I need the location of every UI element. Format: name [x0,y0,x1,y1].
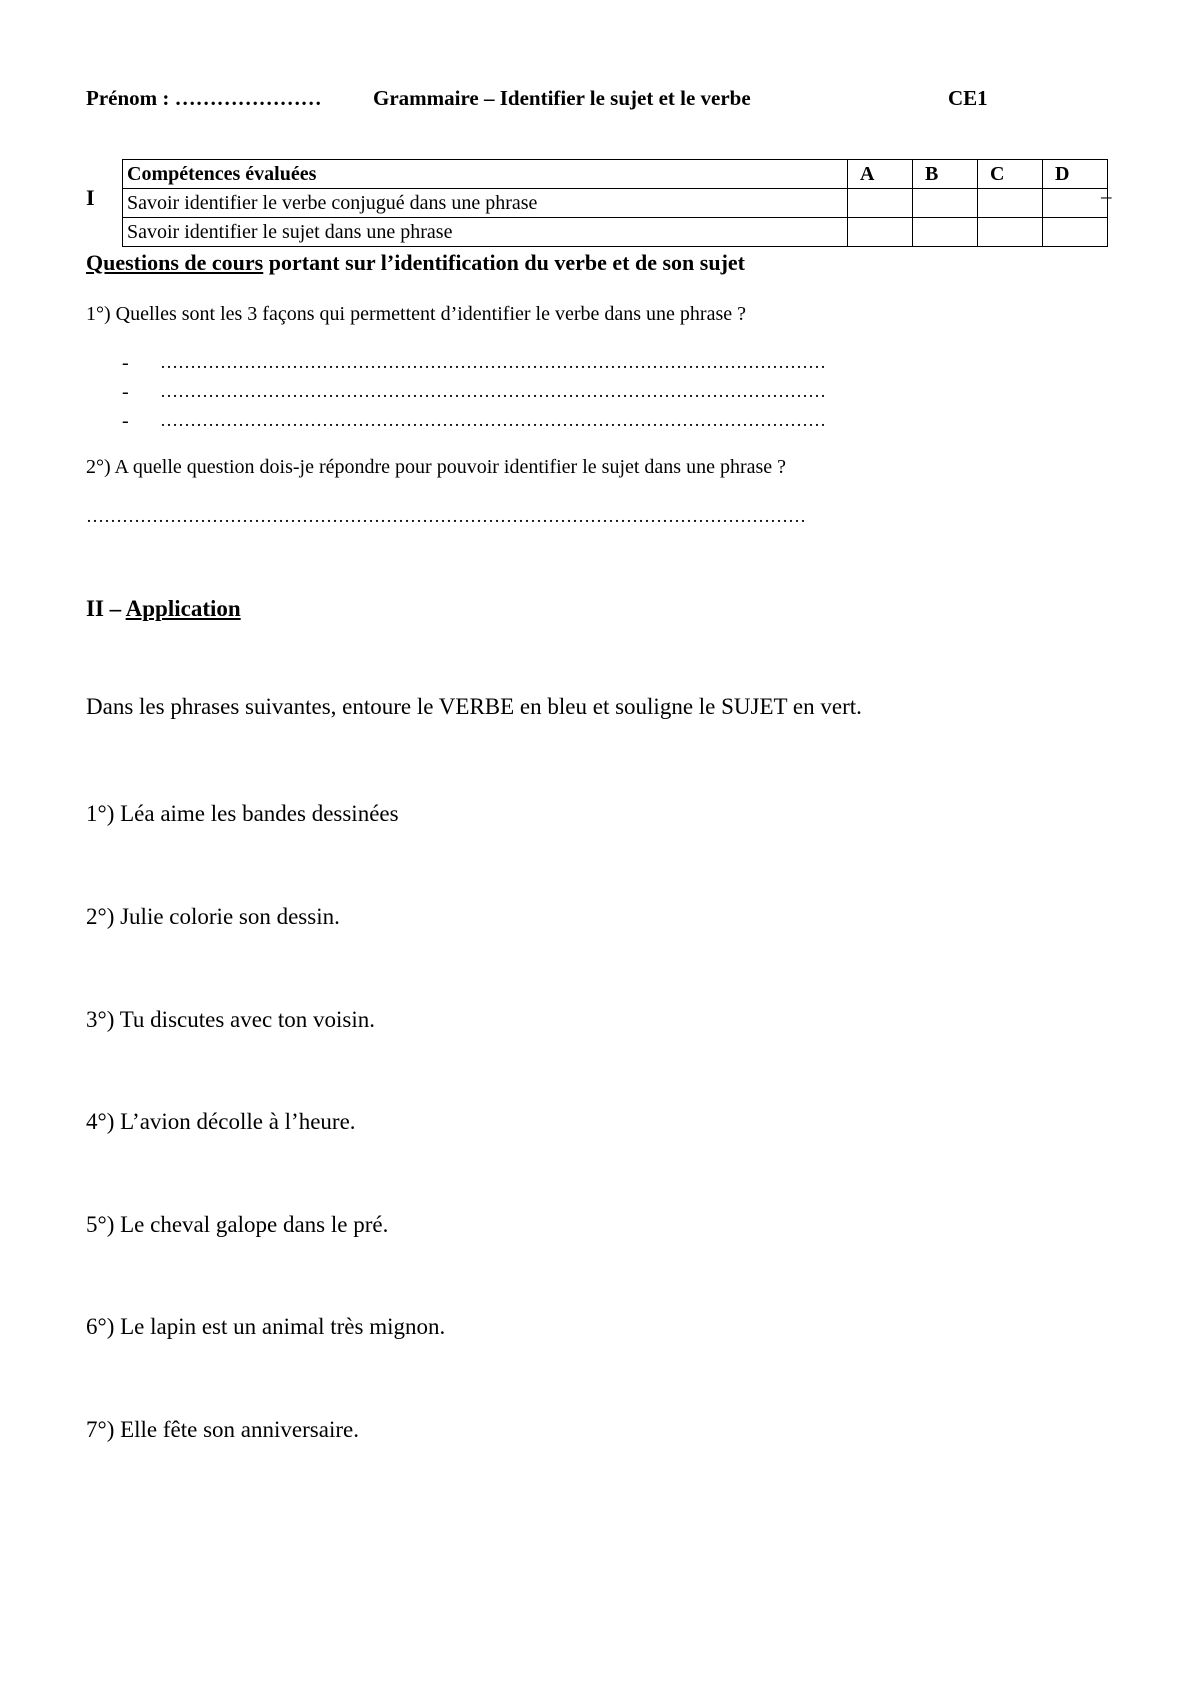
table-header-row [123,160,1108,189]
question-1: 1°) Quelles sont les 3 façons qui permettent d’identifier le verbe dans une phrase ? [86,303,746,325]
section-two-title [86,596,241,622]
grade-box-a [848,218,913,247]
question-2: 2°) A quelle question dois-je répondre pour pouvoir identifier le sujet dans une phrase ? [86,456,787,478]
grade-box-a [848,189,913,218]
section-one-title [86,250,745,276]
exercise-instruction: Dans les phrases suivantes, entoure le VERBE en bleu et souligne le SUJET en vert. [86,694,862,719]
grade-box-b [913,218,978,247]
section-one-title-rest: portant sur l’identification du verbe et de son sujet [263,250,746,275]
exercise-sentence: 5°) Le cheval galope dans le pré. [86,1212,389,1237]
answer-line: ………………………………………………………………………………………………… [160,352,826,372]
table-cell: Savoir identifier le verbe conjugué dans une phrase [123,189,848,218]
table-row [123,189,1108,218]
grade-box-b [913,189,978,218]
grade-box-d [1043,218,1108,247]
table-cell: Savoir identifier le sujet dans une phrase [123,218,848,247]
exercise-sentence: 4°) L’avion décolle à l’heure. [86,1109,356,1134]
section-two-prefix: II – [86,596,126,621]
table-header-cell: C [978,160,1043,189]
page-title: Grammaire – Identifier le sujet et le verbe [373,86,751,110]
exercise-sentence: 1°) Léa aime les bandes dessinées [86,801,399,826]
bullet-dash: - [122,352,129,374]
answer-line: ………………………………………………………………………………………………… [160,381,826,401]
exercise-sentence: 7°) Elle fête son anniversaire. [86,1417,359,1442]
margin-dash: – [1101,184,1112,208]
exercise-sentence: 3°) Tu discutes avec ton voisin. [86,1007,376,1032]
table-header-cell: D [1043,160,1108,189]
table-header-cell: Compétences évaluées [123,160,848,189]
table-row [123,218,1108,247]
class-level: CE1 [948,86,988,110]
section-one-numeral: I [86,185,95,210]
exercise-sentence: 2°) Julie colorie son dessin. [86,904,340,929]
answer-line: ………………………………………………………………………………………………… [160,410,826,430]
grade-box-c [978,189,1043,218]
table-header-cell: B [913,160,978,189]
name-field-label: Prénom : ………………… [86,86,322,110]
bullet-dash: - [122,410,129,432]
table-header-cell: A [848,160,913,189]
answer-line: ………………………………………………………………………………………………………… [86,506,806,526]
section-two-title-underlined: Application [125,596,241,621]
competences-table [122,159,1108,247]
grade-box-c [978,218,1043,247]
bullet-dash: - [122,381,129,403]
section-one-title-underlined: Questions de cours [86,250,264,275]
grade-box-d [1043,189,1108,218]
exercise-sentence: 6°) Le lapin est un animal très mignon. [86,1314,446,1339]
